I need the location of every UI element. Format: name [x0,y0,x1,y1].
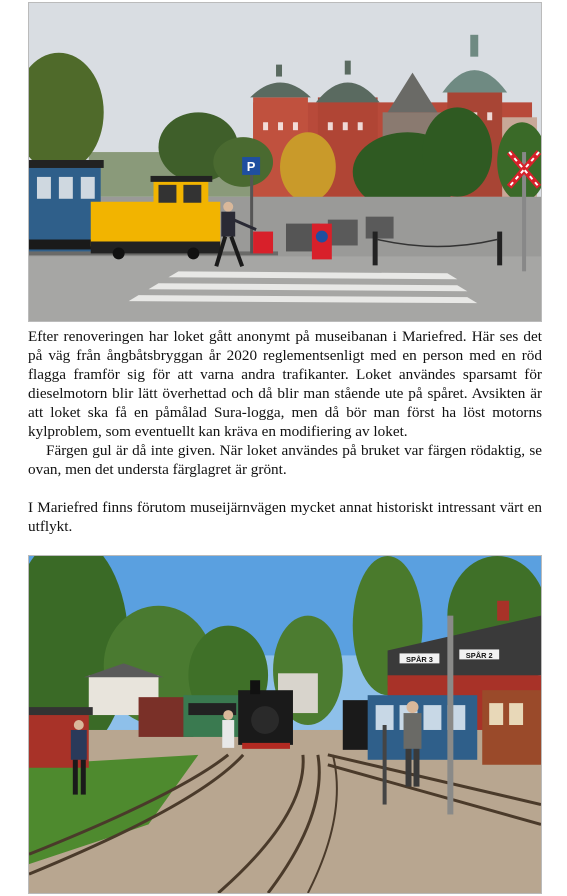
photo-mariefred-station-image [29,556,541,893]
track-sign-2: SPÅR 2 [465,650,493,660]
photo-mariefred-station [28,555,542,894]
body-paragraph-3-text: I Mariefred finns förutom museijärnvägen mycket annat historiskt intressant värt en utflykt. [28,499,542,535]
body-paragraph-1 [28,327,542,441]
crossing [129,271,478,303]
parking-sign-label: P [246,158,256,174]
photo-loco-at-castle [28,2,542,322]
body-paragraph-3 [28,498,542,536]
body-paragraph-2 [28,441,542,479]
body-paragraph-2-text: Färgen gul är då inte given. När loket användes på bruket var färgen rödaktig, se ovan, men det understa färglagret är grönt. [28,442,542,478]
track-sign-3: SPÅR 3 [405,654,433,664]
steam-loco-center [238,680,293,749]
keep-right-bollard [312,224,332,260]
body-paragraph-1-text: Efter renoveringen har loket gått anonymt på museibanan i Mariefred. Här ses det på väg från ångbåtsbryggan år 2020 reglementsenligt med en person med en röd flagga framför sig för att varna andra trafikanter. Loket användes sparsamt för dieselmotorn blir lätt överhettad och då blir man stående ute på spåret. Avsikten är att loket ska få en påmålad Sura-logga, men då bör man först ha löst motorns kylproblem, som eventuellt kan kräva en modifiering av loket. [28,328,542,440]
photo-loco-at-castle-image [29,3,541,321]
right-train [343,690,541,765]
